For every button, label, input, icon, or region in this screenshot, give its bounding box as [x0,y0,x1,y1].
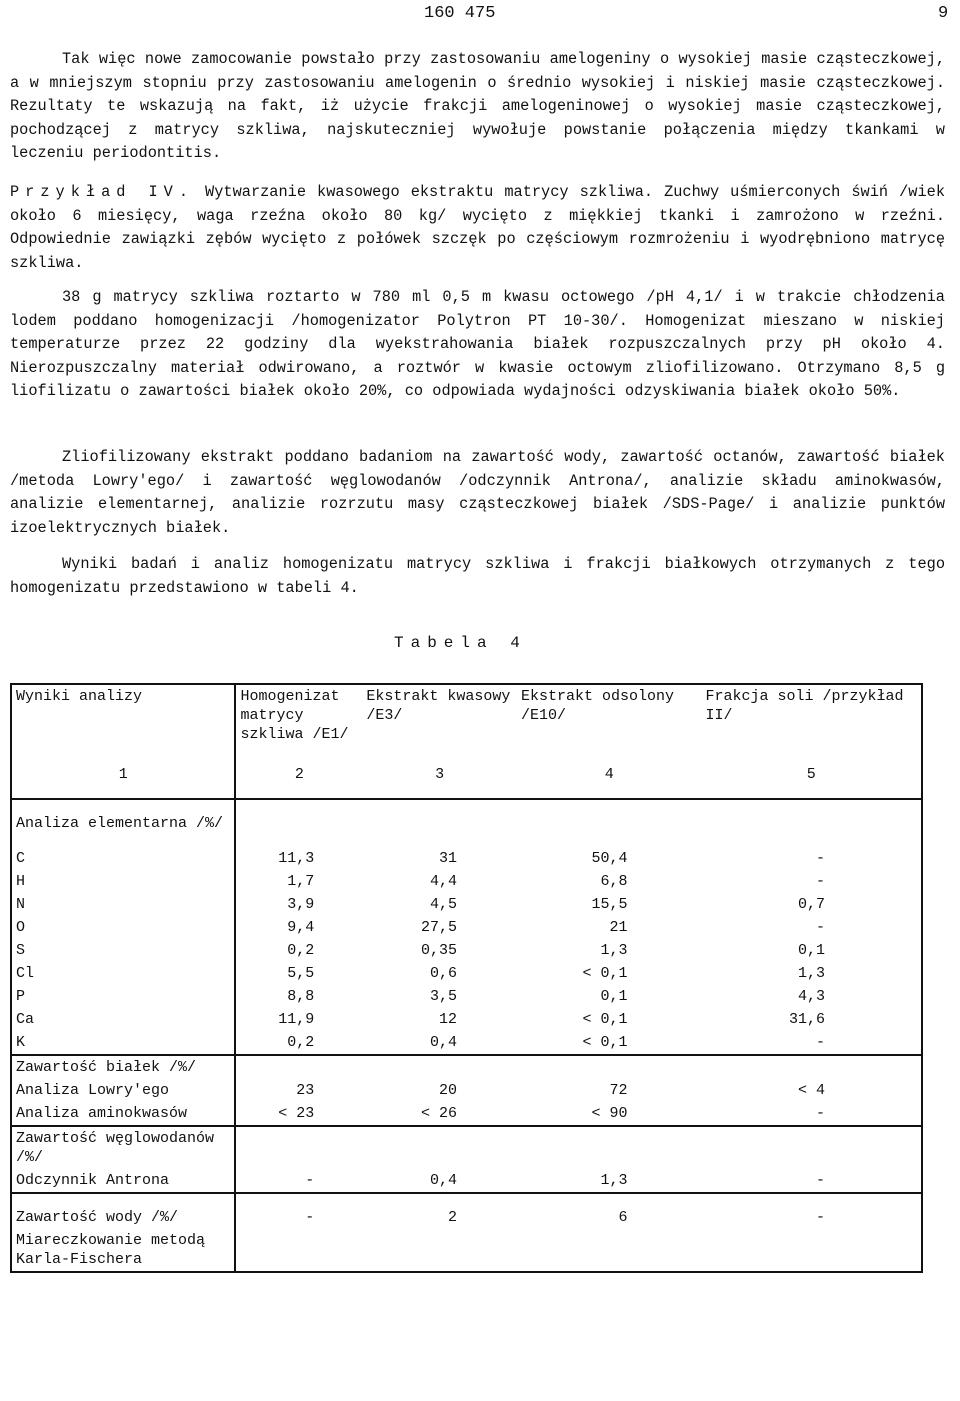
example-heading: Przykład IV. [10,183,195,201]
table-cell: 4,3 [797,988,825,1005]
table-cell: - [815,1209,825,1226]
column-number-row [11,763,922,786]
table-row [11,939,922,962]
row-label: K [16,1034,26,1051]
table-cell: 27,5 [420,919,457,936]
table-cell: < 0,1 [582,1011,628,1028]
column-number: 4 [604,766,614,783]
table-cell [517,1229,702,1272]
header-cell: Ekstrakt odsolony /E10/ [520,688,674,724]
page-index: 9 [938,4,949,23]
table-cell: 0,7 [797,896,825,913]
table-cell: 3,5 [429,988,457,1005]
table-cell: 0,1 [600,988,628,1005]
table-cell: - [815,850,825,867]
table-cell [362,1229,517,1272]
table-cell: 11,9 [235,1008,362,1031]
table-cell: < 4 [797,1082,825,1099]
example-text: Wytwarzanie kwasowego ekstraktu matrycy szkliwa. Zuchwy uśmierconych świń /wiek około 6 miesięcy, waga rzeźna około 80 kg/ wycięto z miękkiej tkanki i zamrożono w rzeźni. Odpowiednie zawiązki zębów wycięto z połówek szczęk po częściowym rozmrożeniu i wyodrębniono matrycę szkliwa. [10,183,945,272]
table-cell: < 0,1 [582,965,628,982]
section-title-row [11,1126,922,1169]
row-label: P [16,988,26,1005]
table-row [11,985,922,1008]
table-row [11,1031,922,1055]
table-row [11,1229,922,1272]
table-cell: 0,35 [420,942,457,959]
row-label: S [16,942,26,959]
table-row [11,1206,922,1229]
table-cell: 50,4 [591,850,628,867]
table-cell: 2 [447,1209,457,1226]
table-cell: - [235,1169,362,1193]
section-title: Analiza elementarna /%/ [11,799,235,835]
page-number: 160 475 [424,4,496,23]
header-cell: Homogenizat matrycy szkliwa /E1/ [235,684,362,763]
column-number: 1 [118,766,128,783]
table-cell: - [815,1034,825,1051]
table-cell: 0,1 [797,942,825,959]
row-label: N [16,896,26,913]
table-cell: 15,5 [591,896,628,913]
section-title-row [11,799,922,835]
table-row [11,893,922,916]
table-cell: 9,4 [235,916,362,939]
table-cell: 3,9 [235,893,362,916]
paragraph-4: Zliofilizowany ekstrakt poddano badaniom na zawartość wody, zawartość octanów, zawartość białek /metoda Lowry'ego/ i zawartość węglowodanów /odczynnik Antrona/, analizie składu aminokwasów, analizie elementarnej, analizie rozrzutu masy cząsteczkowej białek /SDS-Page/ i analizie punktów izoelektrycznych białek. [10,448,945,537]
paragraph-3: 38 g matrycy szkliwa roztarto w 780 ml 0,5 m kwasu octowego /pH 4,1/ i w trakcie chłodzenia lodem poddano homogenizacji /homogenizator Polytron PT 10-30/. Homogenizat mieszano w niskiej temperaturze przez 22 godziny dla wyekstrahowania białek rozpuszczalnych przy pH około 4. Nierozpuszczalny materiał odwirowano, a roztwór w kwasie octowym zliofilizowano. Otrzymano 8,5 g liofilizatu o zawartości białek około 20%, co odpowiada wydajności odzyskiwania białek około 50%. [10,288,945,400]
row-label: Odczynnik Antrona [16,1172,170,1189]
table-cell: 4,5 [429,896,457,913]
row-label: Miareczkowanie metodą Karla-Fischera [16,1232,206,1268]
table-caption: Tabela 4 [394,634,527,652]
row-label: Ca [16,1011,35,1028]
column-number: 2 [235,763,362,786]
column-number: 3 [435,766,445,783]
table-cell: 1,3 [797,965,825,982]
row-label: Cl [16,965,35,982]
row-label: Analiza aminokwasów [16,1105,188,1122]
table-cell: 6 [618,1209,628,1226]
table-cell: 0,2 [235,1031,362,1055]
header-cell: Ekstrakt kwasowy /E3/ [366,688,511,724]
table-cell: 31 [438,850,457,867]
table-cell: 21 [609,919,628,936]
results-table [10,683,923,1273]
table-cell: 4,4 [429,873,457,890]
table-row [11,1102,922,1126]
section-title: Zawartość białek /%/ [11,1055,235,1079]
table-cell: 12 [438,1011,457,1028]
table-row [11,962,922,985]
table-cell: 0,4 [429,1034,457,1051]
table-cell: 31,6 [788,1011,825,1028]
table-row [11,870,922,893]
section-title-row [11,1055,922,1079]
table-cell: < 26 [420,1105,457,1122]
table-row [11,1008,922,1031]
table-cell: 20 [438,1082,457,1099]
header-cell: Wyniki analizy [16,688,143,705]
table-cell: - [815,919,825,936]
column-number: 5 [806,766,816,783]
table-cell: - [235,1206,362,1229]
table-cell: 0,4 [429,1172,457,1189]
paragraph-1: Tak więc nowe zamocowanie powstało przy zastosowaniu amelogeniny o wysokiej masie cząsteczkowej, a w mniejszym stopniu przy zastosowaniu amelogenin o średnio wysokiej i niskiej masie cząsteczkowej. Rezultaty te wskazują na fakt, iż użycie frakcji amelogeninowej o wysokiej masie cząsteczkowej, pochodzącej z matrycy szkliwa, najskuteczniej wywołuje powstanie połączenia między tkankami w leczeniu periodontitis. [10,50,945,162]
table-cell: - [815,873,825,890]
table-cell: < 90 [591,1105,628,1122]
table-cell: 5,5 [235,962,362,985]
table-cell: < 0,1 [582,1034,628,1051]
paragraph-example-iv [10,181,945,275]
table-cell: 0,6 [429,965,457,982]
table-cell: 72 [609,1082,628,1099]
table-cell: - [815,1105,825,1122]
row-label: C [16,850,26,867]
table-cell: 8,8 [235,985,362,1008]
table-cell: < 23 [235,1102,362,1126]
section-title: Zawartość węglowodanów /%/ [11,1126,235,1169]
table-cell: 11,3 [235,847,362,870]
table-cell: 6,8 [600,873,628,890]
table-header-row [11,684,922,763]
table-cell: 1,7 [235,870,362,893]
header-cell: Frakcja soli /przykład II/ [705,688,904,724]
table-cell: - [815,1172,825,1189]
paragraph-5: Wyniki badań i analiz homogenizatu matrycy szkliwa i frakcji białkowych otrzymanych z tego homogenizatu przedstawiono w tabeli 4. [10,555,945,597]
table-row [11,847,922,870]
table-cell: 1,3 [600,942,628,959]
table-cell: 1,3 [600,1172,628,1189]
table-row [11,916,922,939]
table-row [11,1079,922,1102]
table-cell: 0,2 [235,939,362,962]
table-cell [702,1229,923,1272]
row-label: Analiza Lowry'ego [16,1082,170,1099]
table-row [11,1169,922,1193]
table-cell [235,1229,362,1272]
row-label: Zawartość wody /%/ [16,1209,179,1226]
table-cell: 23 [235,1079,362,1102]
row-label: H [16,873,26,890]
row-label: O [16,919,26,936]
